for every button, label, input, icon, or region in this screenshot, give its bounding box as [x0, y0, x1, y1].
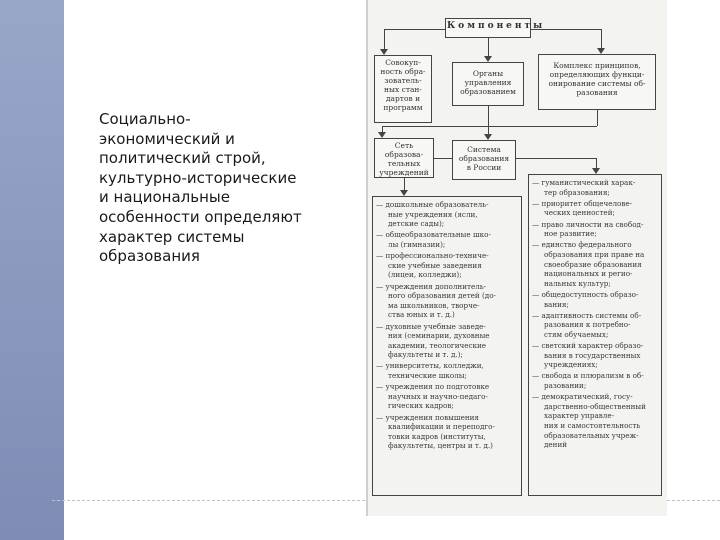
connector-line [516, 158, 596, 159]
principles-complex-box: Комплекс принципов, определяющих функци- онирование системы об- разования [538, 54, 656, 110]
russia-education-system-box: Система образования в России [452, 140, 516, 180]
management-organs-box: Органы управления образованием [452, 62, 524, 106]
connector-line [488, 106, 489, 136]
institution-item: — университеты, колледжи, технические школы; [376, 361, 484, 381]
connector-line [384, 29, 445, 30]
components-title-box: Компоненты [445, 18, 531, 38]
institution-item: — дошкольные образователь- ные учреждения (ясли, детские сады); [376, 200, 489, 229]
slide-sidebar [0, 0, 64, 540]
institution-item: — профессионально-техниче- ские учебные заведения (лицеи, колледжи); [376, 251, 489, 280]
institution-item: — учреждения дополнитель- ного образования детей (до- ма школьников, творче- ства юных и т. д.) [376, 281, 496, 320]
connector-line [382, 126, 597, 127]
principle-item: — демократический, госу- дарственно-общественный характер управле- ния и самостоятельность образовательных учреж- дений [532, 392, 646, 450]
principle-item: — гуманистический харак- тер образования; [532, 178, 636, 197]
principle-item: — право личности на свобод- ное развитие; [532, 219, 644, 239]
principle-item: — единство федерального образования при праве на своеобразие образования национальных и регио- нальных культур; [532, 240, 645, 288]
slide-main-text: Социально- экономический и политический строй, культурно-исторические и национальные особенности определяют характер системы образования [99, 110, 302, 266]
principle-item: — светский характер образо- вания в государственных учреждениях; [532, 341, 644, 370]
principle-item: — приоритет общечелове- ческих ценностей; [532, 198, 633, 218]
principle-item: — общедоступность образо- вания; [532, 289, 639, 309]
connector-line [488, 38, 489, 58]
slide-arrow-icon [32, 509, 41, 521]
institutions-list [376, 200, 520, 453]
principles-list [532, 178, 660, 451]
institution-item: — учреждения по подготовке научных и научно-педаго- гических кадров; [376, 382, 490, 411]
connector-line [434, 158, 452, 159]
institutions-network-box: Сеть образова- тельных учреждений [374, 138, 434, 178]
institution-item: — учреждения повышения квалификации и переподго- товки кадров (институты, факультеты, центры и т. д.) [376, 412, 495, 451]
institution-item: — общеобразовательные шко- лы (гимназии); [376, 230, 491, 249]
connector-line [531, 29, 601, 30]
connector-line [601, 29, 602, 50]
institution-item: — духовные учебные заведе- ния (семинарии, духовные академии, теологические факультеты и т. д.); [376, 321, 490, 360]
principle-item: — адаптивность системы об- разования к потребно- стям обучаемых; [532, 310, 642, 339]
standards-programs-box: Совокуп- ность обра- зователь- ных стан- дартов и программ [374, 55, 432, 123]
scanned-diagram [366, 0, 667, 516]
principle-item: — свобода и плюрализм в об- разовании; [532, 371, 644, 391]
connector-line [597, 110, 598, 126]
connector-line [384, 29, 385, 51]
